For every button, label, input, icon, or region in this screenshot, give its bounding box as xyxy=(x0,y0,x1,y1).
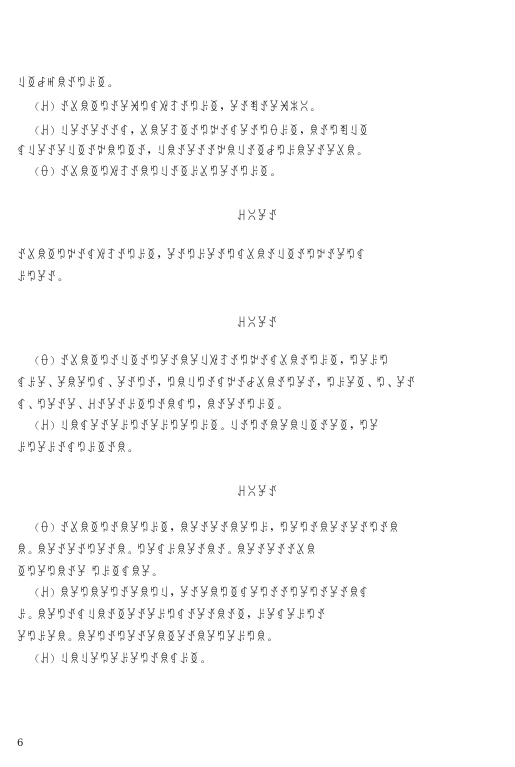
paragraph-line: ꌋ。ꌋꐯꀋꐯꀋꑳꐯꀋꌋ。ꑳꐯꁍꌠꌋꐯꀋꌋꀋ。ꌋꐯꀋꐯꀋꀋꊪꌋ xyxy=(17,543,317,557)
paragraph-line: ꁍ、ꑳꐯꀋꐯ、ꃅꀋꐯꀋꌠꅉꑳꀋꌋꁍꑳ，ꌋꀋꐯꀋꑳꌠꅉ。 xyxy=(17,398,287,412)
section-heading: ꃅꇤꐯꀋ xyxy=(236,209,279,223)
section-heading: ꃅꇤꐯꀋ xyxy=(236,485,279,499)
page-number: 6 xyxy=(17,738,24,749)
paragraph-line: （ꂷ）ꀋꊪꌋꅉꑳꑞꆈꀋꌋꑳꆹꀋꅉꌠꊪꑳꐯꀋꑳꌠꅉ。 xyxy=(30,165,280,179)
paragraph-line: ꁍꆹꐯꀋꐯꆹꅉꀋꉢꌋꑳꅉꀋ，ꆹꌋꀋꐯꀋꀋꉢꌋꆹꀋꅉꆀꑳꌠꌋꐯꀋꐯꊪꌋ。 xyxy=(17,144,367,158)
paragraph-line: ꌠ。ꌋꐯꑳꀋꁍꆹꌋꀋꅉꐯꀋꐯꌠꑳꁍꀋꐯꀋꌋꀋꅉ，ꌠꐯꁍꐯꌠꑳꀋ xyxy=(17,608,327,622)
paragraph-line: ꁍꌠꐯ、ꐯꌋꐯꑳꁍ、ꐯꀋꑳꀋ，ꑳꌋꆹꑳꀋꁍꉢꀋꆀꊪꌋꀋꑳꐯꀋ，ꑳꌠꐯꅉ、ꑳ、ꐯꀋ xyxy=(17,376,416,390)
paragraph-line: （ꃅ）ꀋꊪꌋꅉꑳꀋꐯꈀꑳꁍꑞꆈꀋꑳꌠꅉ，ꐯꀋꄮꀋꐯꈀꍝꇤ。 xyxy=(30,100,320,114)
paragraph-line: ꌠꑳꐯꌠꀋꁍꑳꌠꅉꀋꌋ。 xyxy=(17,441,137,455)
paragraph-line: ꐯꑳꌠꐯꌋ。ꌋꐯꑳꀋꑳꐯꀋꐯꌋꅉꐯꀋꌋꐯꑳꐯꌠꑳꌋ。 xyxy=(17,630,277,644)
paragraph-line: （ꂷ）ꀋꊪꌋꅉꑳꀋꌋꐯꑳꌠꅉ，ꌋꐯꀋꐯꀋꌋꐯꑳꌠ，ꑳꐯꑳꀋꌋꐯꀋꐯꀋꑳꀋꌋ xyxy=(30,521,400,535)
paragraph-line: （ꃅ）ꌋꐯꑳꌋꐯꑳꀋꐯꌋꑳꆹ，ꐯꀋꐯꌋꑳꅉꁍꐯꑳꀋꀋꑳꐯꑳꀋꐯꀋꌋꁍ xyxy=(30,586,370,600)
paragraph-line: （ꃅ）ꆹꌋꁍꐯꀋꐯꌠꑳꀋꐯꌠꑳꐯꑳꌠꅉ。ꆹꀋꑳꀋꌋꐯꌋꆹꅉꀋꐯꅉ，ꑳꐯ xyxy=(30,419,380,433)
paragraph-line: ꌠꑳꐯꀋ。 xyxy=(17,270,67,284)
section-heading: ꃅꇤꐯꀋ xyxy=(236,316,279,330)
paragraph-line: ꅉꑳꐯꑳꌋꀋꐯ ꑳꌠꅉꁍꌋꐯ。 xyxy=(17,565,162,579)
paragraph-line: ꀋꊪꌋꅉꑳꉢꀋꁍꑞꆈꀋꑳꌠꅉ，ꐯꀋꑳꌠꐯꀋꑳꁍꊪꌋꀋꆹꅉꀋꑳꉢꀋꐯꑳꁍ xyxy=(17,248,367,262)
paragraph-line: （ꂷ）ꀋꊪꌋꅉꑳꀋꆹꅉꀋꑳꐯꀋꌋꐯꆹꑞꆈꀋꑳꉢꀋꁍꊪꌋꀋꑳꌠꅉ，ꑳꐯꌠꑳ xyxy=(30,354,390,368)
paragraph-line: （ꃅ）ꆹꌋꆹꐯꑳꐯꌠꐯꑳꀋꌋꁍꌠꅉ。 xyxy=(30,652,210,666)
paragraph-line: （ꃅ）ꆹꐯꀋꐯꀋꀋꁍ，ꊪꌋꐯꆈꅉꀋꑳꉢꀋꁍꐯꀋꑳꂷꌠꅉ，ꌋꀋꑳꄮꆹꅉ xyxy=(30,124,370,138)
paragraph-line: ꆹꅉꆀꎭꌋꀋꑳꌠꅉ。 xyxy=(17,76,117,90)
